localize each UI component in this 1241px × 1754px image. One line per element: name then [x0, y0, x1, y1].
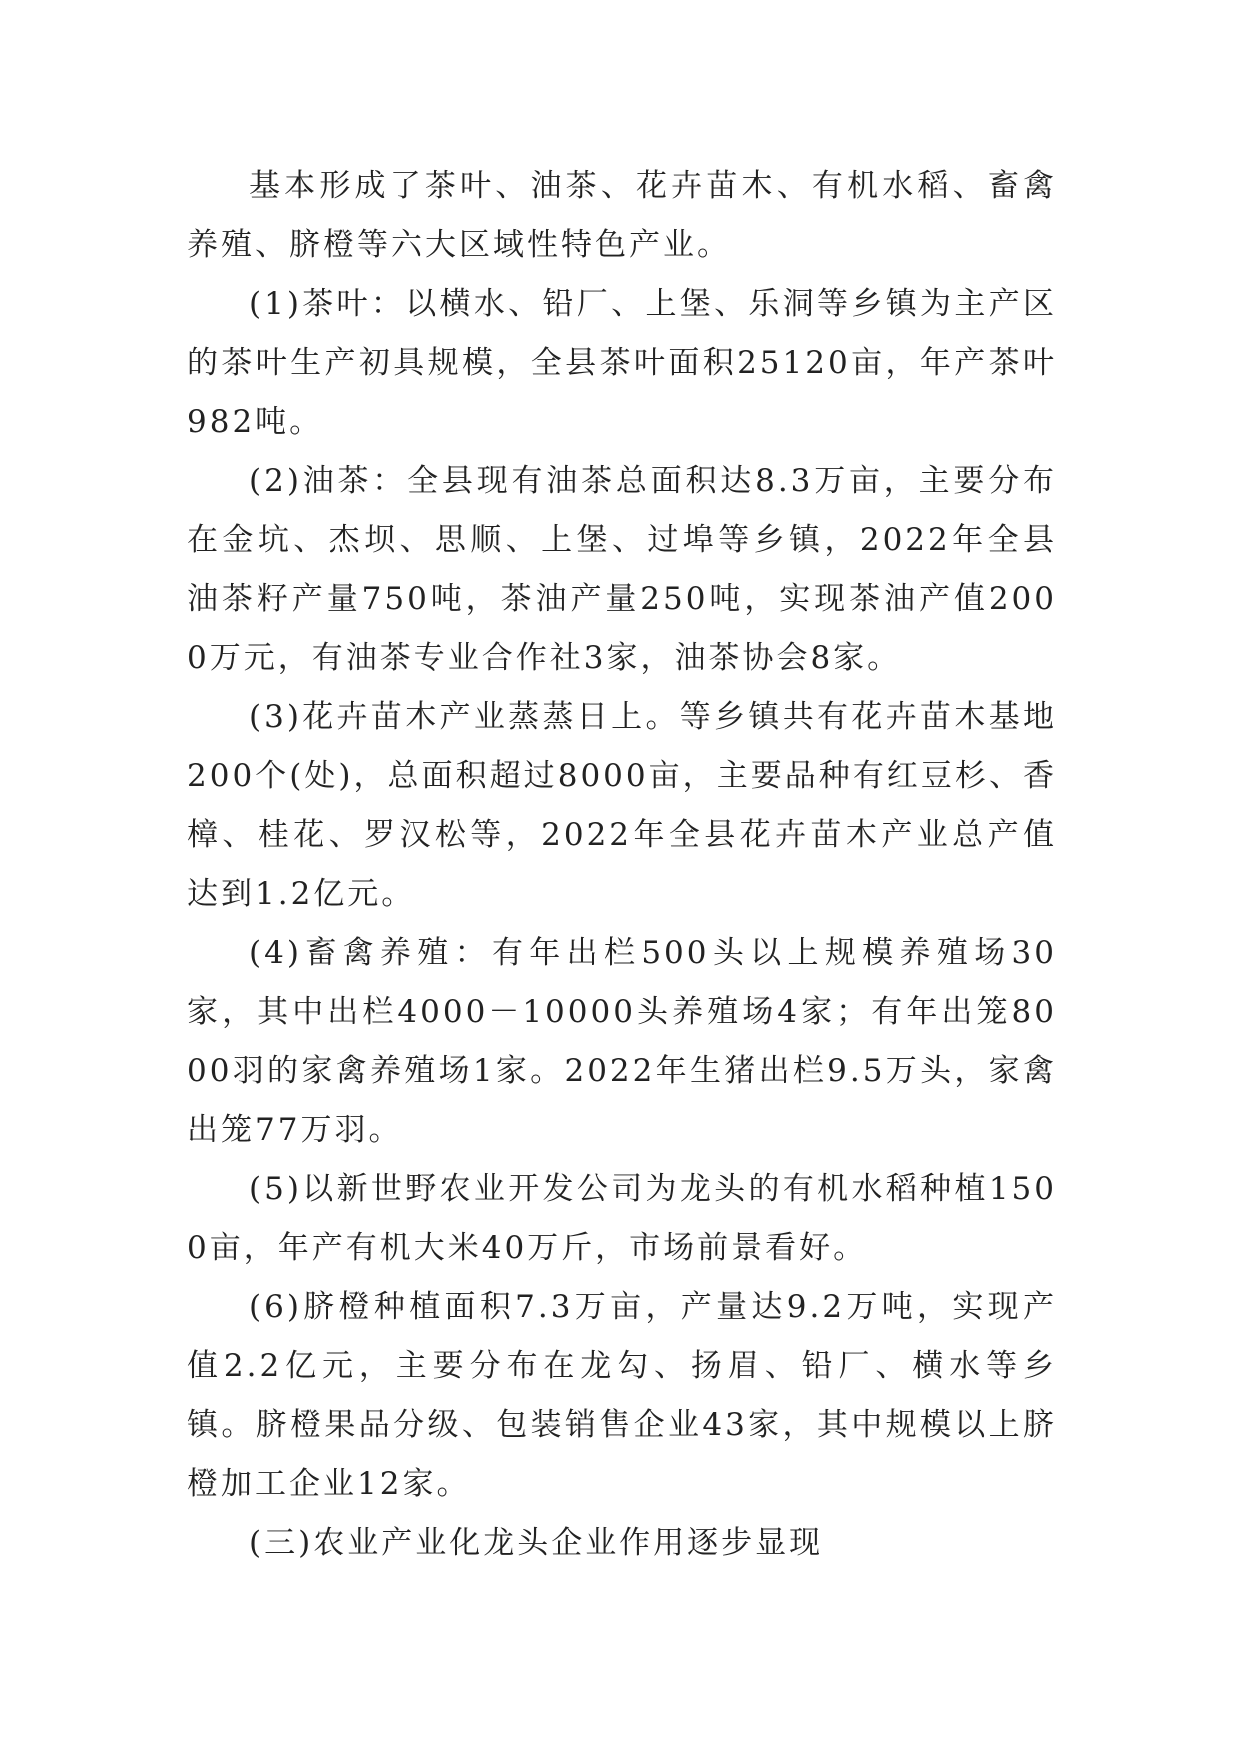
- paragraph-navel-orange: (6)脐橙种植面积7.3万亩，产量达9.2万吨，实现产值2.2亿元，主要分布在龙勾、扬眉、铅厂、横水等乡镇。脐橙果品分级、包装销售企业43家，其中规模以上脐橙加工企业12家。: [187, 1289, 1057, 1502]
- paragraph-intro: 基本形成了茶叶、油茶、花卉苗木、有机水稻、畜禽养殖、脐橙等六大区域性特色产业。: [187, 168, 1057, 263]
- paragraph-flowers-seedlings: (3)花卉苗木产业蒸蒸日上。等乡镇共有花卉苗木基地200个(处)，总面积超过8000亩，主要品种有红豆杉、香樟、桂花、罗汉松等，2022年全县花卉苗木产业总产值达到1.2亿元。: [187, 699, 1057, 912]
- paragraph-livestock-poultry: (4)畜禽养殖：有年出栏500头以上规模养殖场30家，其中出栏4000－10000头养殖场4家；有年出笼8000羽的家禽养殖场1家。2022年生猪出栏9.5万头，家禽出笼77万羽。: [187, 935, 1057, 1148]
- paragraph-oil-tea: (2)油茶：全县现有油茶总面积达8.3万亩，主要分布在金坑、杰坝、思顺、上堡、过埠等乡镇，2022年全县油茶籽产量750吨，茶油产量250吨，实现茶油产值2000万元，有油茶专业合作社3家，油茶协会8家。: [187, 463, 1057, 676]
- paragraph-tea: (1)茶叶：以横水、铅厂、上堡、乐洞等乡镇为主产区的茶叶生产初具规模，全县茶叶面积25120亩，年产茶叶982吨。: [187, 286, 1057, 440]
- paragraph-organic-rice: (5)以新世野农业开发公司为龙头的有机水稻种植1500亩，年产有机大米40万斤，市场前景看好。: [187, 1171, 1057, 1266]
- section-heading-agri-enterprises: (三)农业产业化龙头企业作用逐步显现: [249, 1525, 824, 1561]
- document-body: [187, 157, 1057, 1573]
